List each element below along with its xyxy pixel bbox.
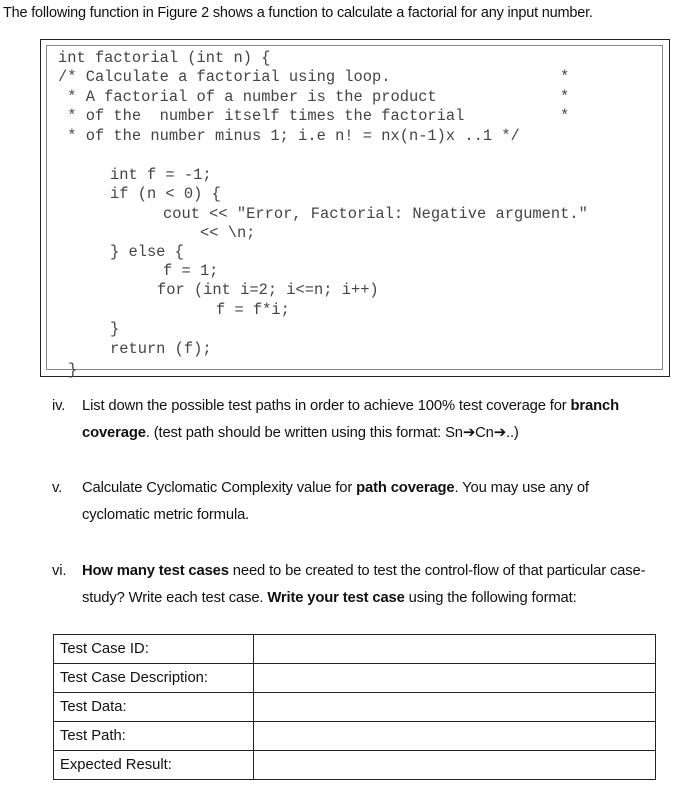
table-row: [54, 664, 656, 693]
question-emphasis: How many test cases: [82, 563, 229, 579]
code-line: }: [68, 361, 78, 379]
code-line: int factorial (int n) {: [58, 49, 271, 67]
code-line: /* Calculate a factorial using loop.: [58, 68, 391, 86]
question-text-part: . You may use any of cyclomatic metric formula.: [82, 480, 589, 523]
code-line: int f = -1;: [110, 166, 212, 184]
code-line: for (int i=2; i<=n; i++): [157, 281, 379, 299]
code-line: *: [560, 68, 570, 86]
question-text: [82, 475, 657, 529]
table-row: [54, 693, 656, 722]
row-label: Expected Result:: [54, 751, 254, 780]
question-text-part: using the following format:: [404, 590, 577, 606]
answer-cell[interactable]: [254, 751, 656, 780]
row-label: Test Data:: [54, 693, 254, 722]
question-text-part: List down the possible test paths in order to achieve 100% test coverage for: [82, 398, 571, 414]
question-text: [82, 558, 657, 612]
question-emphasis: Write your test case: [267, 590, 405, 606]
code-line: *: [560, 88, 570, 106]
table-row: [54, 722, 656, 751]
code-line: * A factorial of a number is the product: [58, 88, 437, 106]
code-line: << \n;: [200, 224, 256, 242]
question-number: iv.: [52, 398, 66, 414]
intro-text: The following function in Figure 2 shows a function to calculate a factorial for any input number.: [3, 5, 593, 21]
code-line: * of the number minus 1; i.e n! = nx(n-1)x ..1 */: [58, 127, 520, 145]
question-text-part: . (test path should be written using this format: Sn➔Cn➔..): [145, 425, 519, 441]
question-text-part: need to be created to test the control-flow of that particular case-study? Write each test case.: [82, 563, 646, 606]
answer-cell[interactable]: [254, 722, 656, 751]
row-label: Test Path:: [54, 722, 254, 751]
code-line: }: [110, 320, 120, 338]
table-row: [54, 635, 656, 664]
code-line: * of the number itself times the factorial: [58, 107, 465, 125]
question-number: vi.: [52, 563, 67, 579]
row-label: Test Case Description:: [54, 664, 254, 693]
row-label: Test Case ID:: [54, 635, 254, 664]
question-text-part: Calculate Cyclomatic Complexity value for: [82, 480, 357, 496]
question-emphasis: branch coverage: [82, 398, 619, 441]
test-case-table: [53, 634, 656, 780]
code-line: } else {: [110, 243, 184, 261]
code-line: return (f);: [110, 340, 212, 358]
table-row: [54, 751, 656, 780]
code-line: *: [560, 107, 570, 125]
code-line: f = f*i;: [216, 301, 290, 319]
code-line: if (n < 0) {: [110, 185, 221, 203]
answer-cell[interactable]: [254, 635, 656, 664]
question-number: v.: [52, 480, 63, 496]
answer-cell[interactable]: [254, 664, 656, 693]
code-line: cout << "Error, Factorial: Negative argument.": [163, 205, 588, 223]
question-text: [82, 393, 657, 447]
answer-cell[interactable]: [254, 693, 656, 722]
code-line: f = 1;: [163, 262, 219, 280]
question-emphasis: path coverage: [356, 480, 455, 496]
